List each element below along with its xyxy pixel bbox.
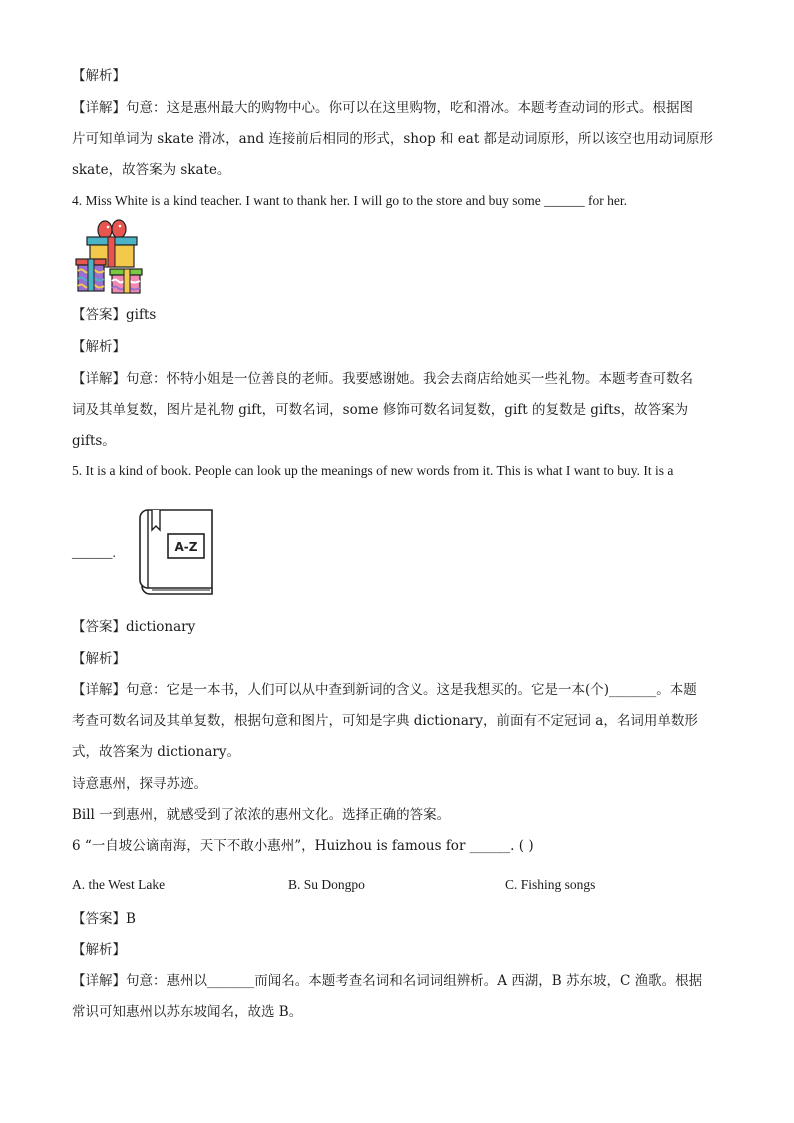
explanation-text: 【详解】句意：这是惠州最大的购物中心。你可以在这里购物，吃和滑冰。本题考查动词的形式。根据图 <box>72 100 693 116</box>
explanation-text: gifts。 <box>72 433 116 449</box>
analysis-label: 【解析】 <box>72 651 126 667</box>
question-5-blank: ______. <box>72 545 116 560</box>
answer-6: 【答案】B <box>72 911 136 927</box>
section-intro: Bill 一到惠州，就感受到了浓浓的惠州文化。选择正确的答案。 <box>72 807 451 823</box>
explanation-text: 【详解】句意：怀特小姐是一位善良的老师。我要感谢她。我会去商店给她买一些礼物。本题考查可数名 <box>72 371 693 387</box>
option-a: A. the West Lake <box>72 877 166 892</box>
analysis-label: 【解析】 <box>72 942 126 958</box>
explanation-text: 片可知单词为 skate 滑冰，and 连接前后相同的形式，shop 和 eat 都是动词原形，所以该空也用动词原形 <box>72 131 714 147</box>
explanation-text: 常识可知惠州以苏东坡闻名，故选 B。 <box>72 1004 303 1020</box>
explanation-text: 词及其单复数，图片是礼物 gift，可数名词，some 修饰可数名词复数，gift 的复数是 gifts，故答案为 <box>72 402 689 418</box>
question-4: 4. Miss White is a kind teacher. I want to thank her. I will go to the store and buy some ______ for her. <box>72 193 628 208</box>
explanation-text: 式，故答案为 dictionary。 <box>72 744 241 760</box>
option-c: C. Fishing songs <box>505 877 596 892</box>
analysis-label: 【解析】 <box>72 339 126 355</box>
question-6: 6 “一自坡公谪南海，天下不敢小惠州”，Huizhou is famous for ______. ( ) <box>72 838 534 854</box>
answer-5: 【答案】dictionary <box>72 619 196 635</box>
question-5: 5. It is a kind of book. People can look up the meanings of new words from it. This is what I want to buy. It is a <box>72 463 674 478</box>
book-label: A-Z <box>174 540 198 554</box>
answer-4: 【答案】gifts <box>72 307 157 323</box>
section-heading: 诗意惠州，探寻苏迹。 <box>72 776 207 792</box>
explanation-text: skate，故答案为 skate。 <box>72 162 231 178</box>
explanation-text: 【详解】句意：惠州以_______而闻名。本题考查名词和名词词组辨析。A 西湖，B 苏东坡，C 渔歌。根据 <box>72 973 703 989</box>
analysis-label: 【解析】 <box>72 68 126 84</box>
dictionary-book-icon <box>138 504 218 600</box>
option-b: B. Su Dongpo <box>288 877 365 892</box>
gift-boxes-icon <box>74 219 146 295</box>
explanation-text: 考查可数名词及其单复数，根据句意和图片，可知是字典 dictionary，前面有不定冠词 a，名词用单数形 <box>72 713 698 729</box>
explanation-text: 【详解】句意：它是一本书，人们可以从中查到新词的含义。这是我想买的。它是一本(个)_______。本题 <box>72 682 697 698</box>
